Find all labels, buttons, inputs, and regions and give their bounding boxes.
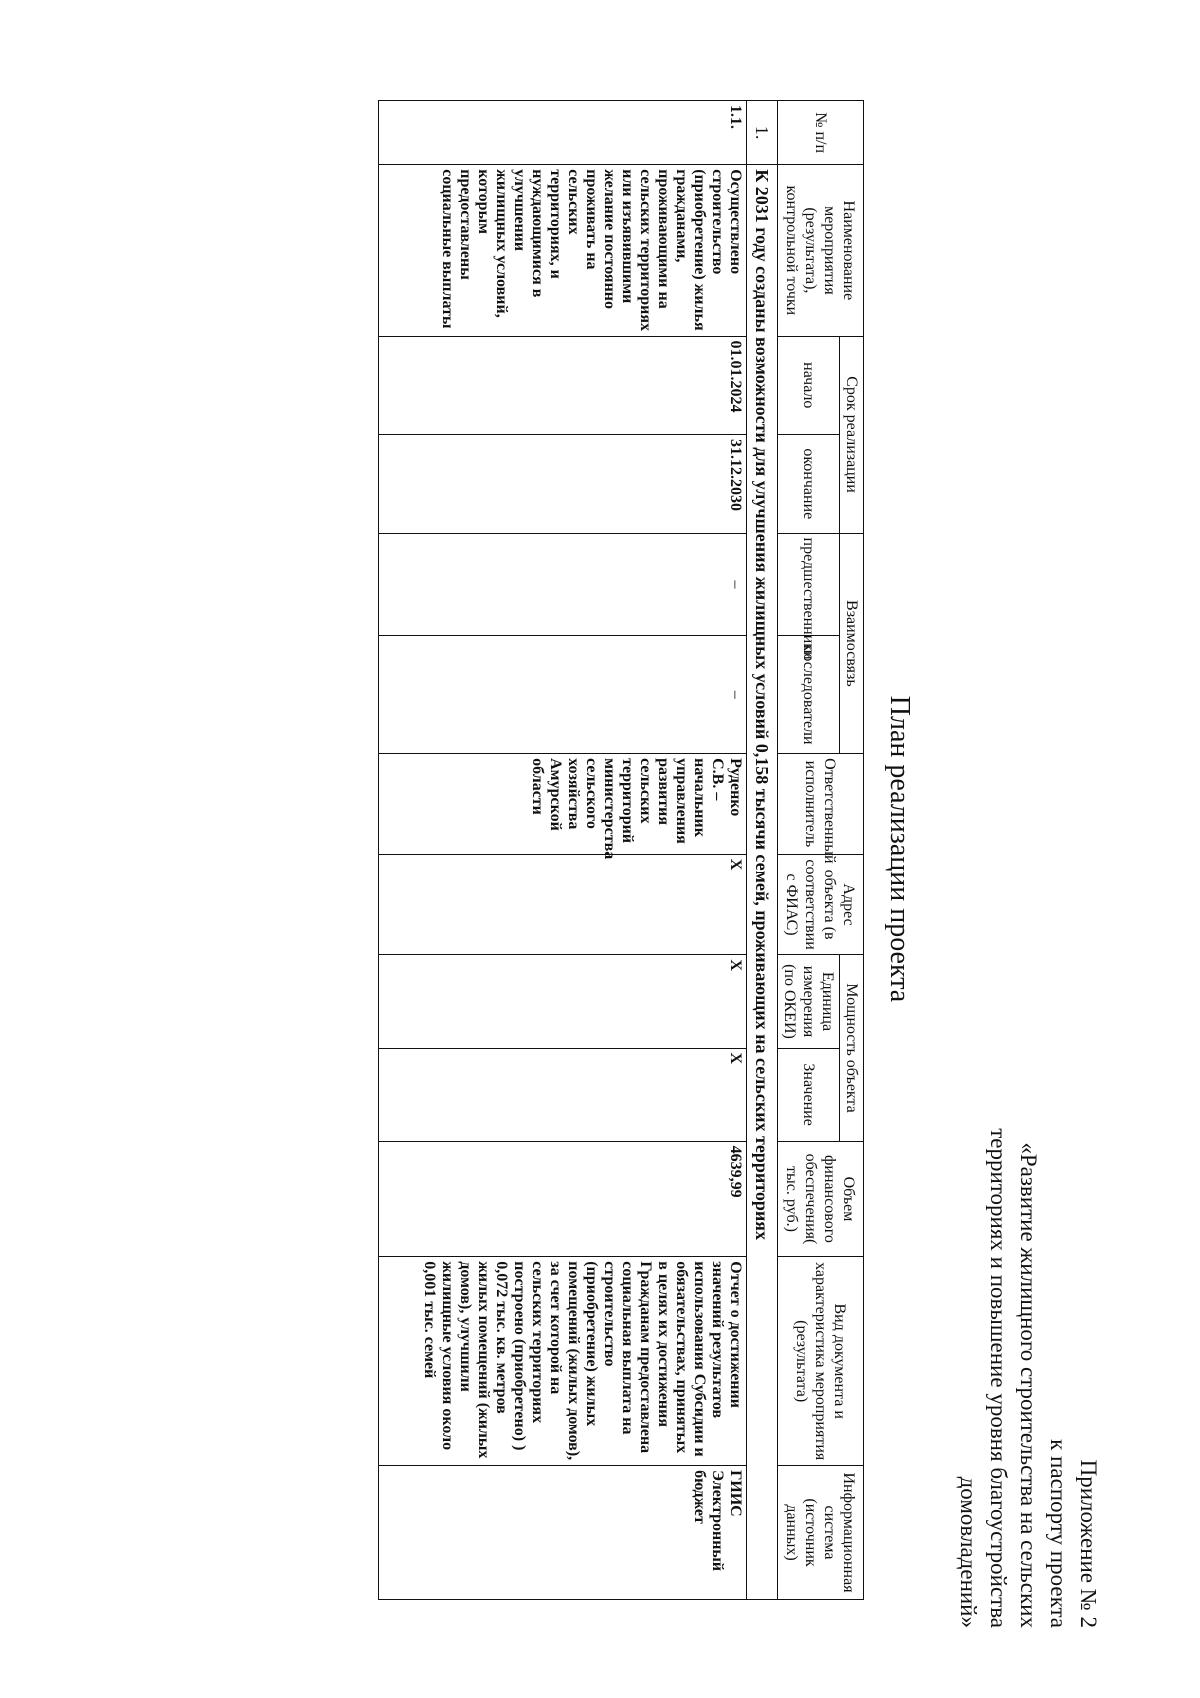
- row-successors: –: [379, 636, 747, 754]
- row-end-date: 31.12.2030: [379, 435, 747, 534]
- section-number: 1.: [747, 101, 778, 165]
- table-header-row: [840, 101, 864, 1600]
- col-header-start: начало: [778, 336, 840, 435]
- row-name: Осуществлено строительство (приобретение) жилья гражданами, проживающими на сельских территориях или изъявившими желание постоянно проживать на сельских территориях, и нуждающимися в улучшении жилищных условий, которым предоставлены социальные выплаты: [379, 165, 747, 336]
- row-unit: Х: [379, 955, 747, 1048]
- page-title: План реализации проекта: [884, 695, 915, 1003]
- col-header-period: Срок реализации: [840, 336, 864, 533]
- row-funding: 4639,99: [379, 1141, 747, 1257]
- section-title: К 2031 году созданы возможности для улучшения жилищных условий 0,158 тысячи семей, проживающих на сельских территориях: [747, 165, 778, 1600]
- col-header-funding: Объем финансового обеспечения( тыс. руб.): [778, 1141, 864, 1257]
- row-info-system: ГИИС Электронный бюджет: [379, 1466, 747, 1600]
- col-header-predecessors: предшественники: [778, 533, 840, 636]
- col-header-num: № п/п: [778, 101, 864, 165]
- row-start-date: 01.01.2024: [379, 336, 747, 435]
- col-header-name: Наименование мероприятия (результата), контрольной точки: [778, 165, 864, 336]
- row-value: Х: [379, 1048, 747, 1141]
- row-responsible: Руденко С.В. – начальник управления развития сельских территорий министерства сельского хозяйства Амурской области: [379, 754, 747, 855]
- plan-table: [378, 100, 864, 1600]
- project-name-line1: «Развитие жилищного строительства на сельских: [1016, 1142, 1041, 1628]
- col-header-unit: Единица измерения (по ОКЕИ): [778, 955, 840, 1048]
- col-header-relation: Взаимосвязь: [840, 533, 864, 754]
- row-number: 1.1.: [379, 101, 747, 165]
- col-header-info-system: Информационная система (источник данных): [778, 1466, 864, 1600]
- appendix-number: Приложение № 2: [1076, 1459, 1101, 1628]
- project-name-line2: территориях и повышение уровня благоустройства: [986, 1128, 1011, 1628]
- row-predecessors: –: [379, 533, 747, 636]
- col-header-successors: последователи: [778, 636, 840, 754]
- appendix-subtitle: к паспорту проекта: [1046, 1439, 1071, 1628]
- col-header-address: Адрес объекта (в соответствии с ФИАС): [778, 854, 864, 955]
- col-header-end: окончание: [778, 435, 840, 534]
- section-row: [747, 101, 778, 1600]
- col-header-value: Значение: [778, 1048, 840, 1141]
- row-address: Х: [379, 854, 747, 955]
- col-header-capacity: Мощность объекта: [840, 955, 864, 1141]
- project-name-line3: домовладений»: [956, 1476, 981, 1628]
- row-doc-type: Отчет о достижении значений результатов использования Субсидии и обязательствах, принятых в целях их достижения Гражданам предоставлена социальная выплата на строительство (приобретение) жилых помещений (жилых домов), за счет которой на сельских территориях построено (приобретено) ) 0,072 тыс. кв. метров жилых помещений (жилых домов), улучшили жилищные условия около 0,001 тыс. семей: [379, 1257, 747, 1466]
- table-row: [379, 101, 747, 1600]
- col-header-responsible: Ответственный исполнитель: [778, 754, 864, 855]
- appendix-header: [953, 828, 1103, 1628]
- col-header-doc-type: Вид документа и характеристика мероприятия (результата): [778, 1257, 864, 1466]
